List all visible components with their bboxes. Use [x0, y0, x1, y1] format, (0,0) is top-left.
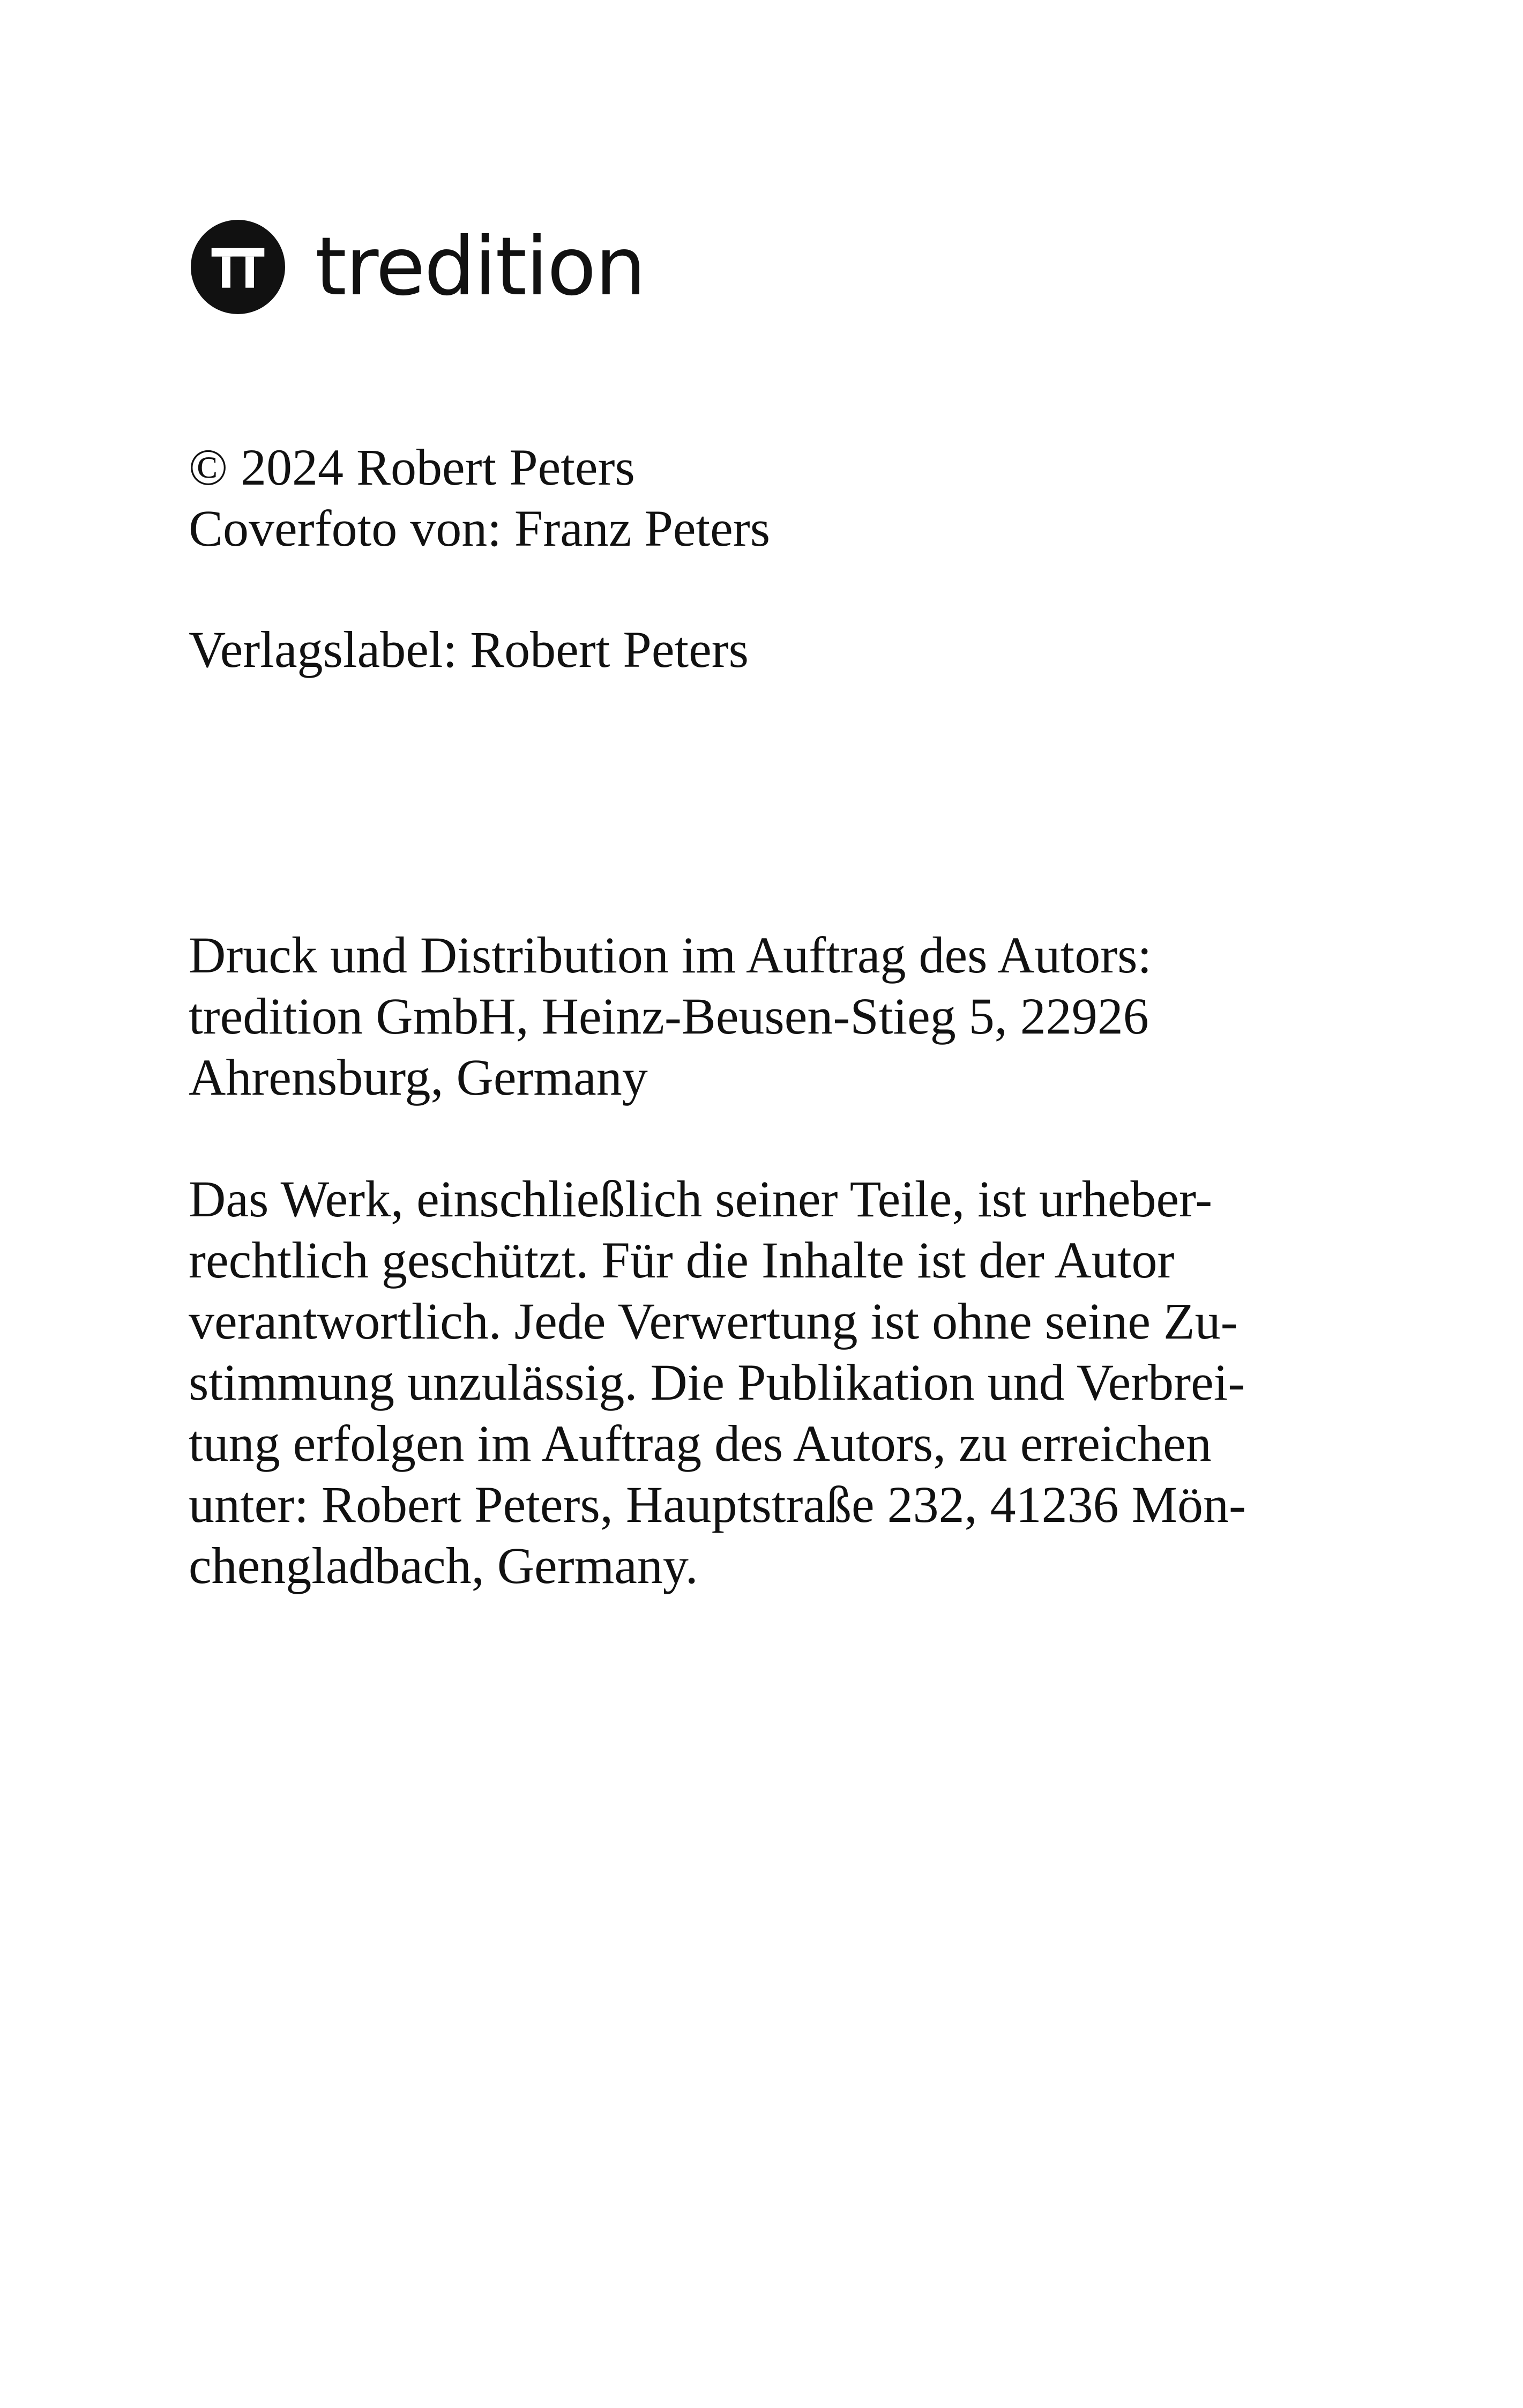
copyright-block	[189, 437, 1298, 559]
publisher-logo	[191, 220, 645, 314]
legal-line: rechtlich geschützt. Für die Inhalte ist der Autor	[189, 1231, 1175, 1289]
tredition-logo-icon	[191, 220, 285, 314]
publisher-label-block	[189, 619, 1298, 680]
print-line: Druck und Distribution im Auftrag des Autors:	[189, 926, 1152, 984]
print-distribution-block	[189, 925, 1298, 1108]
publisher-name: tredition	[315, 220, 645, 314]
legal-line: verantwortlich. Jede Verwertung ist ohne seine Zu-	[189, 1292, 1238, 1350]
copyright-line: © 2024 Robert Peters	[189, 439, 635, 496]
legal-line: stimmung unzulässig. Die Publikation und Verbrei-	[189, 1354, 1245, 1411]
legal-line: chengladbach, Germany.	[189, 1537, 698, 1594]
legal-line: Das Werk, einschließlich seiner Teile, ist urheber-	[189, 1170, 1213, 1228]
print-line: tredition GmbH, Heinz-Beusen-Stieg 5, 22926	[189, 987, 1149, 1045]
legal-line: tung erfolgen im Auftrag des Autors, zu erreichen	[189, 1415, 1212, 1472]
cover-photo-credit: Coverfoto von: Franz Peters	[189, 500, 771, 557]
legal-line: unter: Robert Peters, Hauptstraße 232, 41236 Mön-	[189, 1476, 1246, 1533]
publisher-label: Verlagslabel: Robert Peters	[189, 621, 749, 678]
print-line: Ahrensburg, Germany	[189, 1049, 648, 1106]
legal-notice-block	[189, 1169, 1298, 1596]
